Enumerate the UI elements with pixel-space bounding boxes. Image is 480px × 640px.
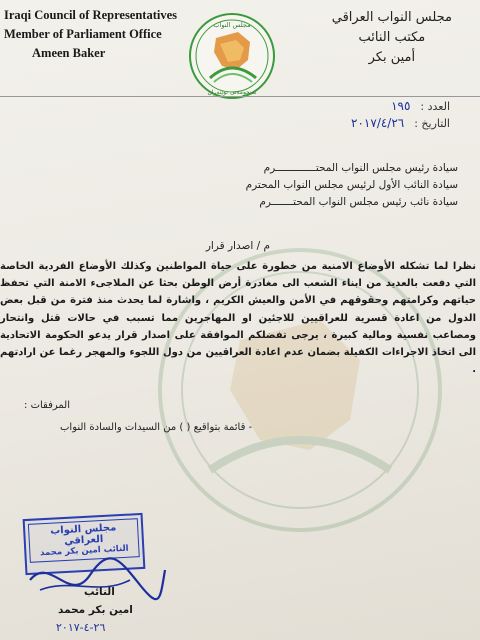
parliament-logo [186, 8, 278, 104]
header-divider [0, 96, 480, 97]
letterhead-en-line3: Ameen Baker [32, 46, 106, 60]
arabic-letterhead [332, 8, 452, 68]
letterhead-ar-line2: مكتب النائب [358, 30, 426, 45]
signatory-title: النائب [84, 586, 115, 598]
date-value: ٢٠١٧/٤/٢٦ [351, 116, 405, 130]
attachments-label: المرفقات : [24, 400, 70, 411]
addressee-line: سيادة رئيس مجلس النواب المحتـــــــــــــرم [263, 162, 458, 174]
attachments-item: - قائمة بتواقيع ( ) من السيدات والسادة النواب [60, 422, 253, 433]
signature-date: ٢٦-٤-٢٠١٧ [56, 621, 106, 634]
number-value: ١٩٥ [391, 99, 411, 113]
letterhead-ar-line1: مجلس النواب العراقي [331, 10, 452, 25]
addressee-line: سيادة نائب رئيس مجلس النواب المحتـــــــرم [259, 196, 458, 208]
signatory-name: امين بكر محمد [58, 604, 133, 616]
english-letterhead [4, 6, 177, 63]
number-label: العدد : [420, 100, 450, 113]
subject-line: م / اصدار قرار [205, 240, 270, 252]
logo-top-text: مجلس النواب [213, 21, 251, 29]
logo-bottom-text: نەنجومەنی نوێنەران [207, 89, 257, 96]
stamp-line1: مجلس النواب العراقي [49, 522, 117, 548]
date-label: التاريخ : [414, 117, 450, 130]
handwritten-signature [20, 550, 170, 610]
addressees [246, 160, 458, 211]
reference-block [351, 98, 450, 132]
stamp-line2: النائب امين بكر محمد [39, 543, 129, 559]
letterhead-en-line1: Iraqi Council of Representatives [4, 8, 178, 22]
addressee-line: سيادة النائب الأول لرئيس مجلس النواب المحترم [245, 179, 458, 191]
letter-body: نظرا لما تشكله الأوضاع الامنية من خطورة على حياة المواطنين وكذلك الأوضاع الفردية الخاصة التي دفعت بالعديد من ابناء الشعب الى مغادرة أرض الوطن بحثا عن الملاجىء الامنة التي تحفظ حياتهم وكرامتهم وحقوقهم في الأمن والعيش الكريم ، واشارة لما يحدث منذ فترة من قبل بعض الدول من اعادة قسرية للعراقيين للاجئين او المهاجرين مما تسبب في حالات قتل وانتحار ومصاعب نفسية ومالية كبيرة ، يرجى تفضلكم الموافقة على اصدار قرار يدعو الحكومة الاتحادية الى اتخاذ الاجراءات الكفيلة بضمان عدم اعادة العراقيين من دول اللجوء والمهجر رغما عن ارادتهم . [0, 261, 476, 376]
letterhead-en-line2: Member of Parliament Office [4, 27, 162, 41]
letterhead-ar-line3: أمين بكر [368, 50, 416, 65]
